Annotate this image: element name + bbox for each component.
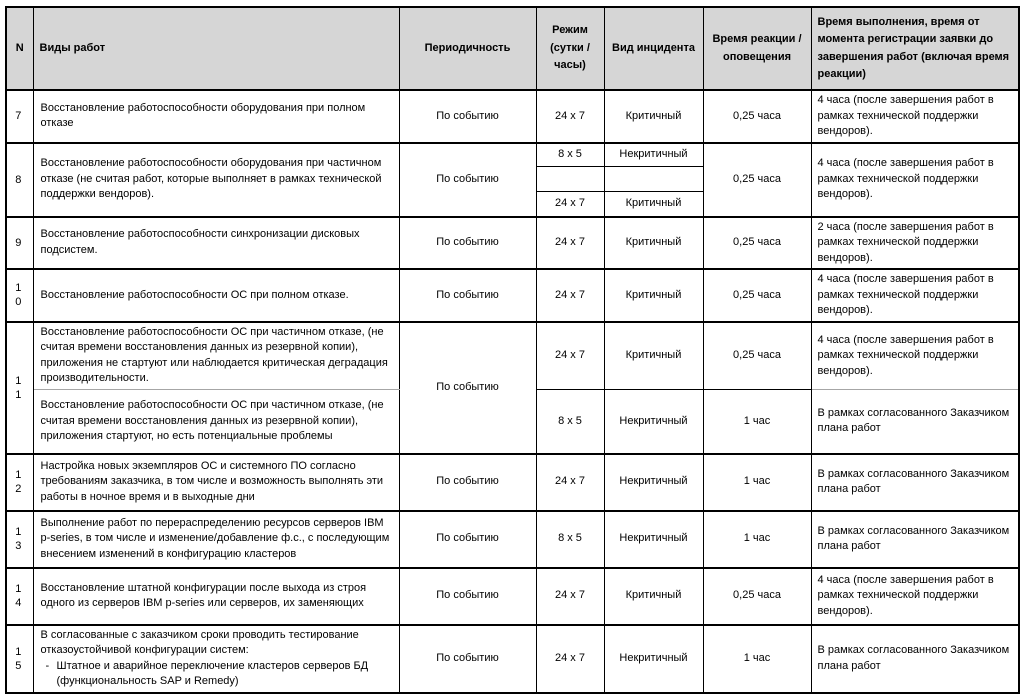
cell-reaction: 1 час — [703, 390, 811, 454]
cell-incident: Некритичный — [604, 511, 703, 568]
cell-incident: Критичный — [604, 568, 703, 625]
cell-work: Восстановление работоспособности ОС при частичном отказе, (не считая времени восстановления данных из резервной копии), приложения стартуют, но есть потенциальные проблемы — [33, 390, 399, 454]
cell-completion: В рамках согласованного Заказчиком плана работ — [811, 511, 1019, 568]
cell-incident: Критичный — [604, 217, 703, 270]
header-cell-reaction: Время реакции / оповещения — [703, 7, 811, 90]
table-row — [6, 217, 1019, 270]
row-number: 13 — [15, 526, 22, 552]
cell-mode: 24 x 7 — [536, 568, 604, 625]
cell-work — [33, 625, 399, 693]
cell-incident: Некритичный — [604, 143, 703, 167]
cell-incident: Критичный — [604, 192, 703, 217]
header-cell-n: N — [6, 7, 33, 90]
row-number: 8 — [15, 173, 22, 186]
cell-reaction: 1 час — [703, 454, 811, 511]
cell-n — [6, 454, 33, 511]
header-cell-incident: Вид инцидента — [604, 7, 703, 90]
cell-reaction: 0,25 часа — [703, 143, 811, 217]
cell-work: Настройка новых экземпляров ОС и системного ПО согласно требованиям заказчика, в том числе и возможность выполнять эти работы в ночное время и в выходные дни — [33, 454, 399, 511]
cell-incident: Некритичный — [604, 454, 703, 511]
cell-incident: Критичный — [604, 322, 703, 390]
service-works-table — [5, 6, 1020, 694]
header-row — [6, 7, 1019, 90]
cell-completion: 4 часа (после завершения работ в рамках технической поддержки вендоров). — [811, 143, 1019, 217]
table-row — [6, 269, 1019, 322]
cell-n — [6, 217, 33, 270]
cell-periodicity: По событию — [399, 511, 536, 568]
cell-completion: В рамках согласованного Заказчиком плана работ — [811, 454, 1019, 511]
cell-incident: Некритичный — [604, 625, 703, 693]
cell-work: Восстановление работоспособности синхронизации дисковых подсистем. — [33, 217, 399, 270]
cell-completion: 4 часа (после завершения работ в рамках технической поддержки вендоров). — [811, 322, 1019, 390]
cell-reaction: 1 час — [703, 511, 811, 568]
cell-mode: 8 x 5 — [536, 143, 604, 167]
cell-n — [6, 322, 33, 454]
cell-work: Восстановление работоспособности ОС при полном отказе. — [33, 269, 399, 322]
row-number: 7 — [15, 110, 22, 123]
cell-mode: 24 x 7 — [536, 454, 604, 511]
work-text-line: В согласованные с заказчиком сроки проводить тестирование отказоустойчивой конфигурации систем: — [40, 628, 359, 656]
cell-incident — [604, 167, 703, 192]
cell-reaction: 0,25 часа — [703, 568, 811, 625]
row-number: 12 — [15, 469, 22, 495]
cell-mode: 8 x 5 — [536, 390, 604, 454]
table-row — [6, 625, 1019, 693]
cell-n — [6, 269, 33, 322]
row-number: 14 — [15, 583, 22, 609]
cell-periodicity: По событию — [399, 217, 536, 270]
table-body — [6, 90, 1019, 693]
cell-mode: 8 x 5 — [536, 511, 604, 568]
cell-reaction: 0,25 часа — [703, 322, 811, 390]
cell-mode: 24 x 7 — [536, 625, 604, 693]
cell-completion: 2 часа (после завершения работ в рамках технической поддержки вендоров). — [811, 217, 1019, 270]
row-number: 9 — [15, 236, 22, 249]
cell-periodicity: По событию — [399, 322, 536, 454]
cell-incident: Некритичный — [604, 390, 703, 454]
cell-work: Восстановление работоспособности ОС при частичном отказе, (не считая времени восстановления данных из резервной копии), приложения не стартуют или наблюдается критическая деградация производительности. — [33, 322, 399, 390]
table-row — [6, 322, 1019, 390]
bullet-dash-icon: - — [45, 659, 50, 672]
row-number: 15 — [15, 645, 22, 672]
bullet-line — [41, 659, 391, 690]
header-cell-work: Виды работ — [33, 7, 399, 90]
cell-mode — [536, 167, 604, 192]
cell-incident: Критичный — [604, 269, 703, 322]
cell-incident: Критичный — [604, 90, 703, 143]
cell-periodicity: По событию — [399, 269, 536, 322]
cell-reaction: 0,25 часа — [703, 269, 811, 322]
cell-periodicity: По событию — [399, 143, 536, 217]
cell-work: Выполнение работ по перераспределению ресурсов серверов IBM p-series, в том числе и изменение/добавление ф.с., с последующим внесением изменений в конфигурацию кластеров — [33, 511, 399, 568]
cell-reaction: 0,25 часа — [703, 217, 811, 270]
cell-n — [6, 511, 33, 568]
cell-n — [6, 568, 33, 625]
cell-periodicity: По событию — [399, 568, 536, 625]
cell-work: Восстановление работоспособности оборудования при полном отказе — [33, 90, 399, 143]
table-row — [6, 90, 1019, 143]
cell-periodicity: По событию — [399, 454, 536, 511]
cell-n — [6, 143, 33, 217]
cell-mode: 24 x 7 — [536, 269, 604, 322]
table-row — [6, 568, 1019, 625]
header-cell-periodicity: Периодичность — [399, 7, 536, 90]
cell-mode: 24 x 7 — [536, 192, 604, 217]
cell-work: Восстановление штатной конфигурации после выхода из строя одного из серверов IBM p-series или серверов, их заменяющих — [33, 568, 399, 625]
table-row — [6, 511, 1019, 568]
header-cell-completion: Время выполнения, время от момента регистрации заявки до завершения работ (включая время реакции) — [811, 7, 1019, 90]
header-cell-mode: Режим (сутки / часы) — [536, 7, 604, 90]
cell-n — [6, 90, 33, 143]
cell-reaction: 0,25 часа — [703, 90, 811, 143]
cell-n — [6, 625, 33, 693]
cell-reaction: 1 час — [703, 625, 811, 693]
table-row — [6, 454, 1019, 511]
cell-periodicity: По событию — [399, 90, 536, 143]
table-row — [6, 143, 1019, 167]
table-header — [6, 7, 1019, 90]
cell-mode: 24 x 7 — [536, 217, 604, 270]
row-number: 11 — [15, 374, 22, 401]
cell-mode: 24 x 7 — [536, 322, 604, 390]
cell-completion: 4 часа (после завершения работ в рамках технической поддержки вендоров). — [811, 568, 1019, 625]
cell-completion: В рамках согласованного Заказчиком плана работ — [811, 390, 1019, 454]
bullet-text: Штатное и аварийное переключение кластеров серверов БД (функциональность SAP и Remedy) — [56, 659, 369, 687]
row-number: 10 — [15, 282, 22, 309]
cell-periodicity: По событию — [399, 625, 536, 693]
cell-completion: 4 часа (после завершения работ в рамках технической поддержки вендоров). — [811, 269, 1019, 322]
cell-completion: В рамках согласованного Заказчиком плана работ — [811, 625, 1019, 693]
cell-work: Восстановление работоспособности оборудования при частичном отказе (не считая работ, которые выполняет в рамках технической поддержки вендоров). — [33, 143, 399, 217]
cell-mode: 24 x 7 — [536, 90, 604, 143]
cell-completion: 4 часа (после завершения работ в рамках технической поддержки вендоров). — [811, 90, 1019, 143]
